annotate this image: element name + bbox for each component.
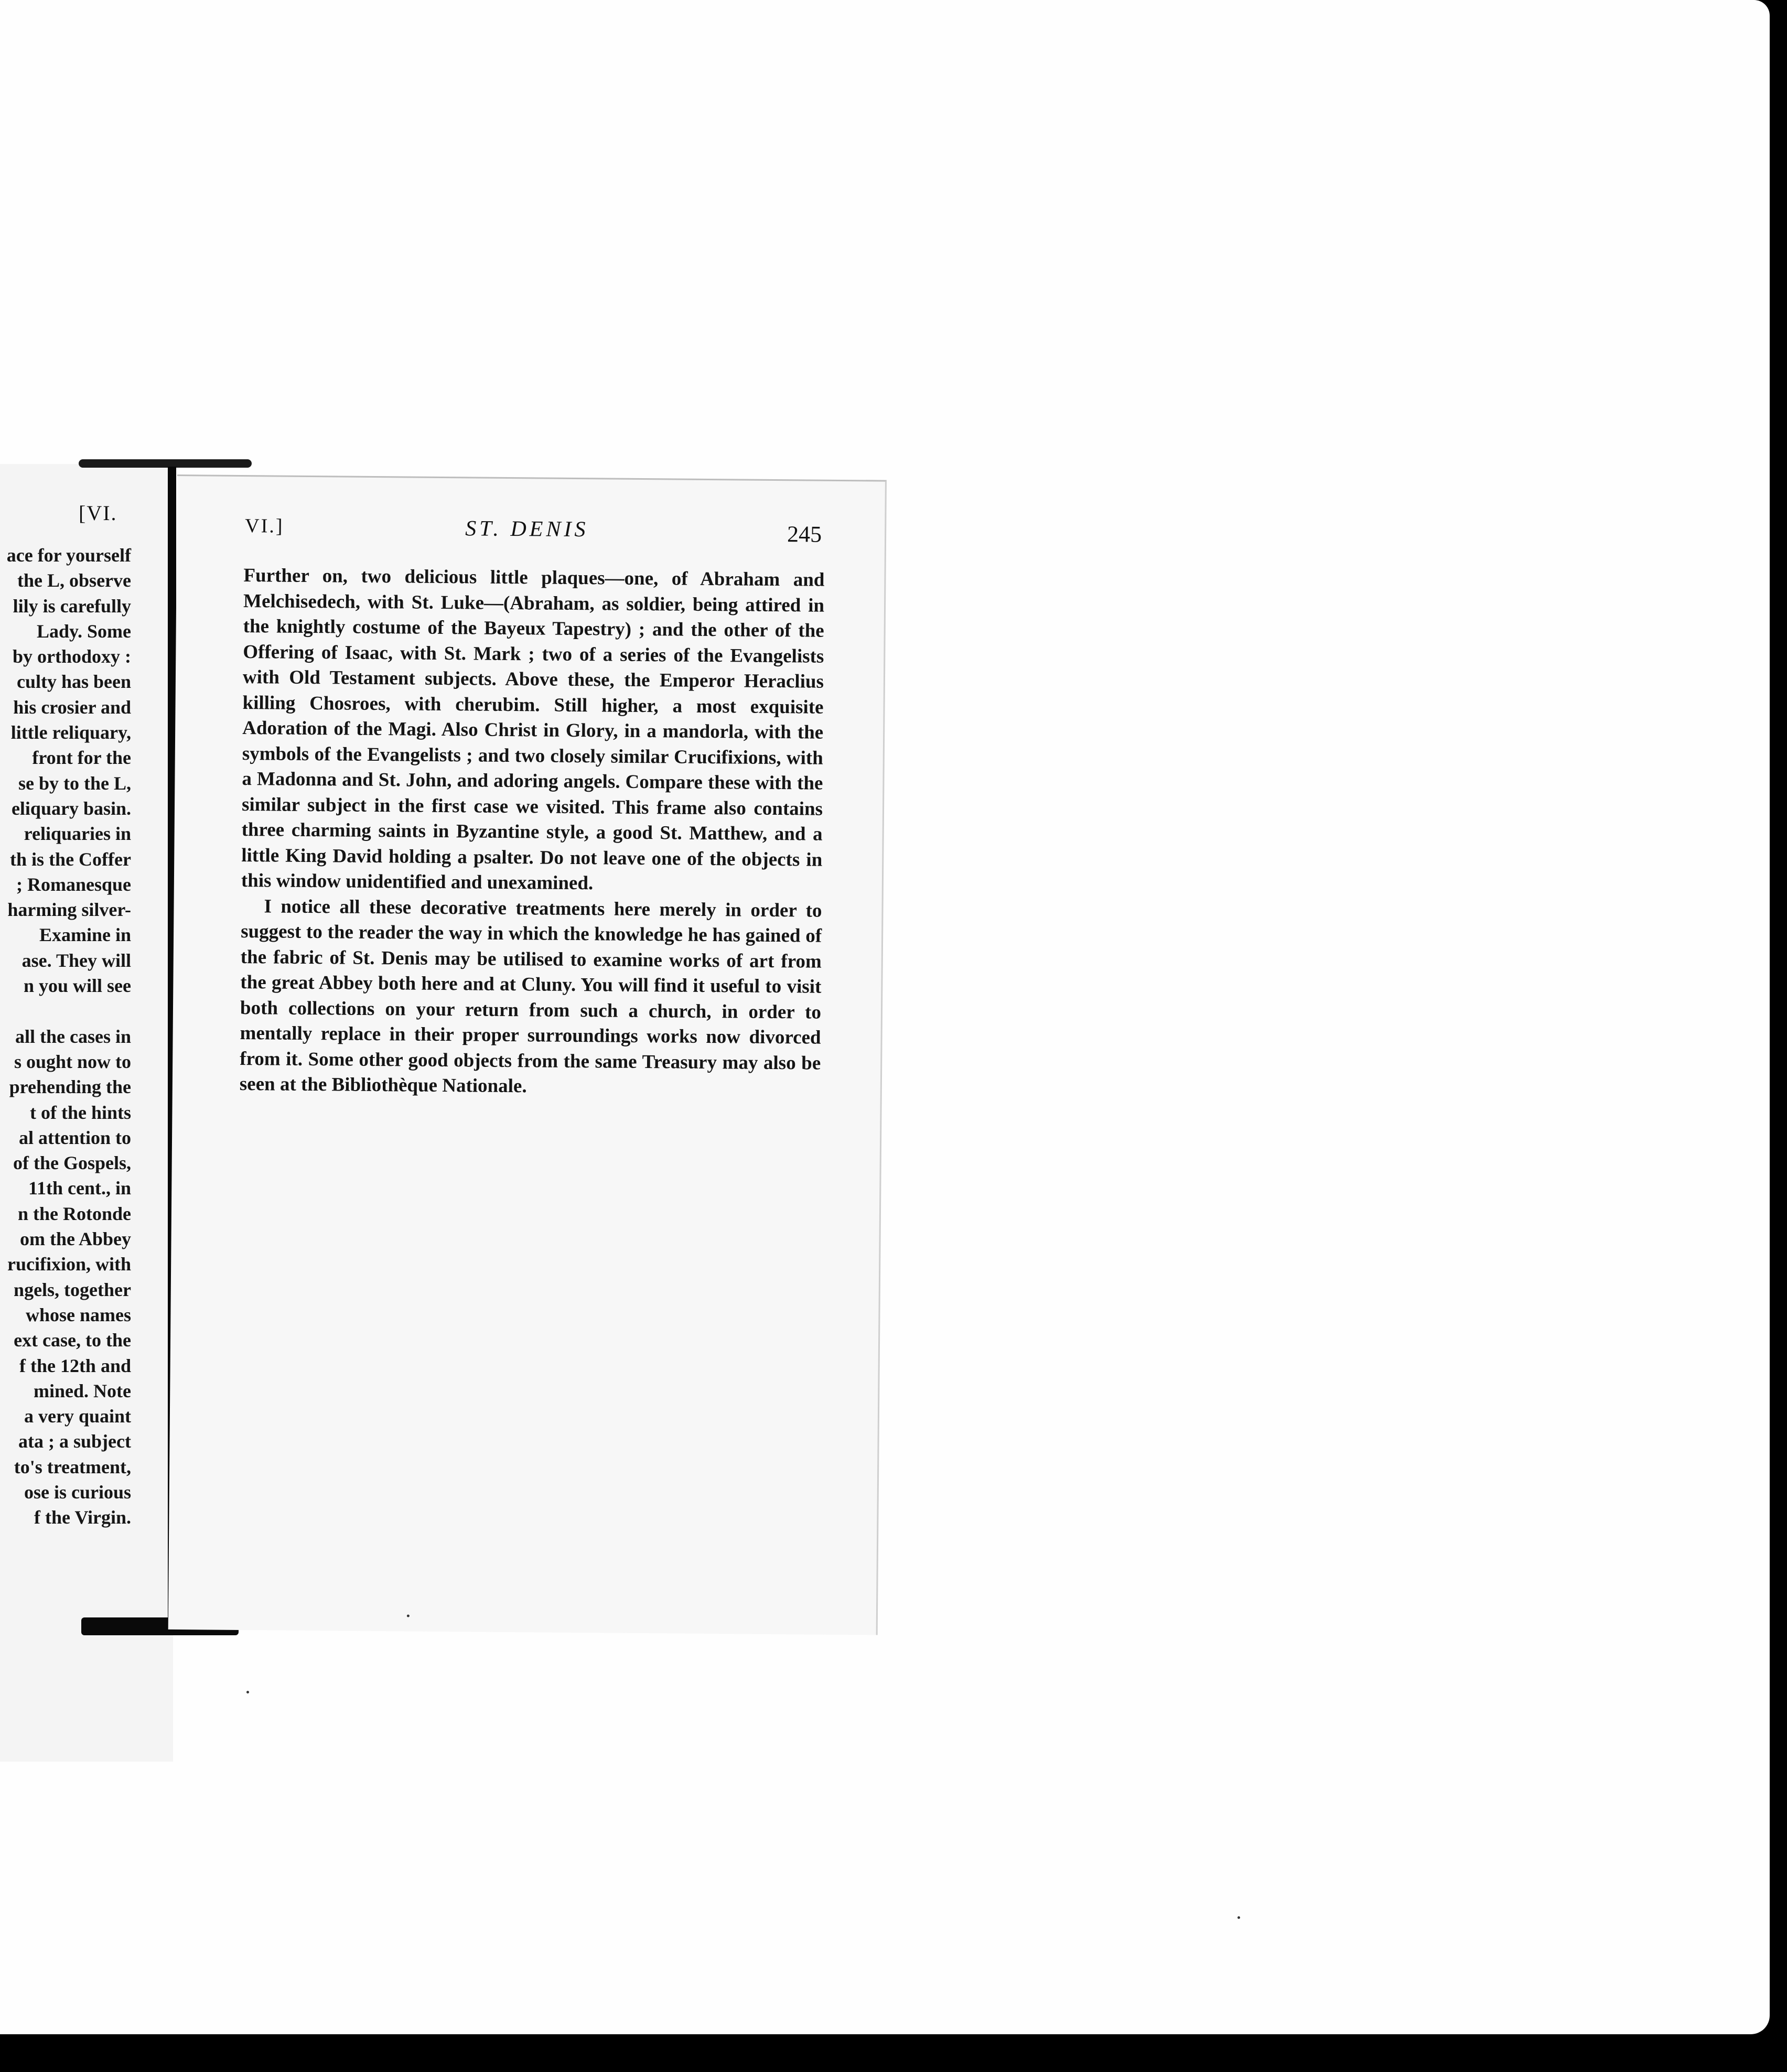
running-head xyxy=(245,512,822,547)
left-page-line: Examine in xyxy=(39,924,131,946)
sheet-speck xyxy=(246,1691,249,1693)
left-page-line: reliquaries in xyxy=(24,823,131,845)
page-number: 245 xyxy=(787,521,822,547)
binding-top-edge xyxy=(79,459,252,468)
left-page-line: prehending the xyxy=(9,1076,131,1098)
paragraph: I notice all these decorative treatments here merely in order to suggest to the reader the way in which the knowledge he has gained of the fabric of St. Denis may be utilised to examine works of art from the great Abbey both here and at Cluny. You will find it useful to visit both collections on your return from such a church, in order to mentally replace in their proper surroundings works now divorced from it. Some other good objects from the same Treasury may also be seen at the Bibliothèque Nationale. xyxy=(239,895,822,1097)
left-page-line: his crosier and xyxy=(13,696,131,718)
left-page-line: ata ; a subject xyxy=(18,1431,131,1452)
left-page-line: om the Abbey xyxy=(19,1228,131,1250)
left-page-line: f the 12th and xyxy=(19,1355,131,1376)
left-page-line: ext case, to the xyxy=(14,1330,131,1351)
left-page-line: ase. They will xyxy=(21,949,131,971)
left-page-line: ngels, together xyxy=(14,1279,131,1300)
left-page-line: ace for yourself xyxy=(6,545,131,566)
left-page-line: 11th cent., in xyxy=(28,1178,131,1199)
sheet-speck xyxy=(1237,1916,1240,1919)
left-page-line: of the Gospels, xyxy=(13,1152,131,1174)
left-page-line: rucifixion, with xyxy=(7,1254,131,1275)
left-page-line: mined. Note xyxy=(34,1380,131,1401)
left-page-line: harming silver- xyxy=(7,899,131,921)
left-page-line xyxy=(0,998,131,1023)
page-speck xyxy=(407,1615,410,1617)
left-page-line: the L, observe xyxy=(17,570,131,591)
left-page-line: th is the Coffer xyxy=(10,848,131,870)
left-page-line: t of the hints xyxy=(29,1102,131,1123)
left-page-line: eliquary basin. xyxy=(11,797,131,819)
paragraph: Further on, two delicious little plaques—one, of Abraham and Melchisedech, with St. Luke—(Abraham, as soldier, being attired in the knightly costume of the Bayeux Tapestry) ; and the other of the Offering of Isaac, with St. Mark ; two of a series of the Evangelists with Old Testament subjects. Above these, the Emperor Heraclius killing Chosroes, with cherubim. Still higher, a most exquisite Adoration of the Magi. Also Christ in Glory, in a mandorla, with the symbols of the Evangelists ; and two closely similar Crucifixions, with a Madonna and St. John, and adoring angels. Compare these with the similar subject in the first case we visited. This frame also contains three charming saints in Byzantine style, a good St. Matthew, and a little King David holding a psalter. Do not leave one of the objects in this window unidentified and unexamined. xyxy=(241,565,825,894)
left-page-line: f the Virgin. xyxy=(34,1507,131,1528)
left-page-line: little reliquary, xyxy=(10,722,131,743)
left-page-line: s ought now to xyxy=(14,1051,131,1072)
left-page-line: front for the xyxy=(32,747,131,769)
left-page-line: n you will see xyxy=(23,975,131,997)
right-page xyxy=(168,474,887,1635)
left-page-line: al attention to xyxy=(19,1127,131,1148)
left-page-line: whose names xyxy=(25,1304,131,1325)
left-page-line: a very quaint xyxy=(24,1406,131,1427)
left-page-line: lily is carefully xyxy=(13,595,131,617)
left-page-line: all the cases in xyxy=(15,1026,131,1047)
left-page-header: [VI. xyxy=(79,501,117,525)
body-text xyxy=(240,563,825,1102)
left-page-line: se by to the L, xyxy=(18,772,131,794)
left-page-line: by orthodoxy : xyxy=(12,646,131,667)
chapter-marker: VI.] xyxy=(245,515,284,537)
page-title: ST. DENIS xyxy=(465,516,589,542)
left-page-line: ose is curious xyxy=(24,1481,131,1503)
left-page-line: n the Rotonde xyxy=(17,1203,131,1224)
left-page-line: to's treatment, xyxy=(14,1456,131,1477)
left-page-line: Lady. Some xyxy=(36,620,131,642)
left-page xyxy=(0,464,173,1762)
left-page-line: ; Romanesque xyxy=(16,873,131,895)
left-page-line: culty has been xyxy=(16,671,131,693)
left-page-text xyxy=(0,543,131,1530)
